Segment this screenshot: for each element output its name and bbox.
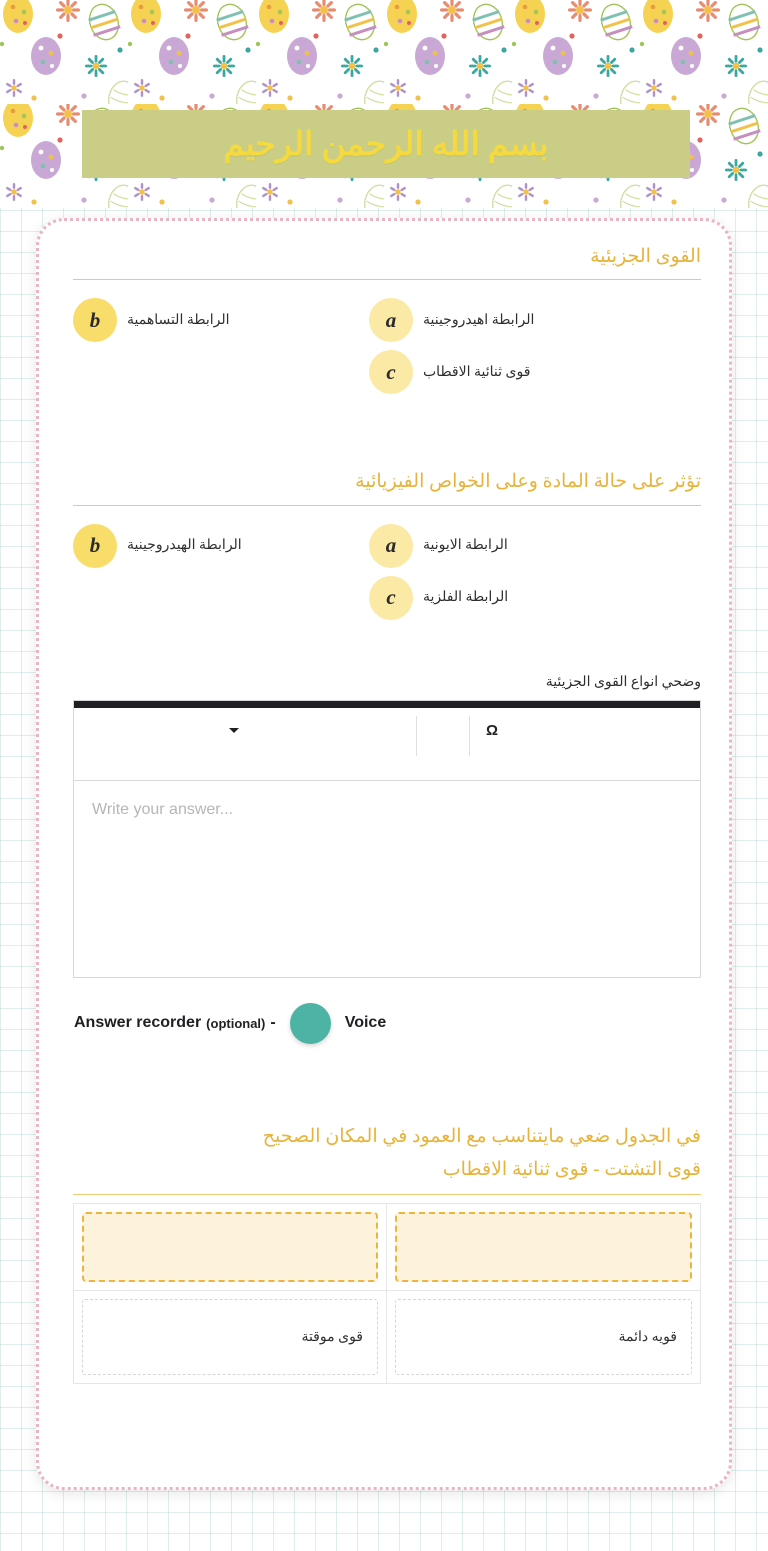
option-row	[73, 294, 701, 346]
option-badge-c[interactable]: c	[369, 576, 413, 620]
editor-toolbar	[74, 708, 700, 781]
question-2-title: تؤثر على حالة المادة وعلى الخواص الفيزيائية	[355, 471, 701, 493]
section-spacer	[73, 628, 701, 668]
option-label-a: الرابطة اهيدروجينية	[423, 312, 535, 328]
matching-label-right-text: قويه دائمة	[618, 1329, 677, 1345]
toolbar-separator	[416, 716, 417, 756]
matching-divider	[73, 1194, 701, 1195]
option-badge-c[interactable]: c	[369, 350, 413, 394]
voice-label: Voice	[344, 1014, 387, 1032]
rich-text-editor	[73, 700, 701, 978]
option-row	[73, 572, 701, 624]
matching-cell	[387, 1204, 700, 1291]
essay-answer-placeholder: Write your answer...	[92, 800, 234, 818]
option-badge-b[interactable]: b	[73, 298, 117, 342]
editor-top-accent-bar	[74, 701, 700, 708]
matching-title-line-1: في الجدول ضعي مايتناسب مع العمود في المكان الصحيح	[262, 1125, 701, 1147]
option-a[interactable]	[369, 298, 687, 342]
matching-question-block	[73, 1120, 701, 1385]
essay-prompt: وضحي انواع القوى الجزيئية	[545, 674, 701, 690]
matching-dropzone-right[interactable]	[395, 1212, 692, 1282]
option-label-c: قوى ثنائية الاقطاب	[423, 364, 531, 380]
option-b[interactable]	[73, 298, 369, 342]
bismillah-text: بسم الله الرحمن الرحيم	[223, 127, 549, 163]
option-badge-a[interactable]: a	[369, 524, 413, 568]
question-1-options	[73, 294, 701, 398]
toolbar-separator	[469, 716, 470, 756]
option-badge-a[interactable]: a	[369, 298, 413, 342]
question-block-2	[73, 466, 701, 623]
matching-label-right	[395, 1299, 692, 1375]
essay-question-block	[73, 674, 701, 978]
option-label-b: الرابطة التساهمية	[127, 312, 230, 328]
worksheet-card	[36, 218, 732, 1490]
omega-special-character-icon[interactable]: Ω	[486, 721, 499, 739]
option-row	[73, 346, 701, 398]
option-a[interactable]	[369, 524, 687, 568]
matching-grid	[73, 1203, 701, 1384]
matching-label-left	[82, 1299, 378, 1375]
matching-title	[73, 1120, 701, 1195]
question-1-title: القوى الجزيئية	[590, 246, 701, 267]
option-c[interactable]	[369, 576, 665, 620]
matching-dropzone-left[interactable]	[82, 1212, 378, 1282]
option-label-b: الرابطة الهيدروجينية	[127, 538, 242, 554]
section-spacer	[73, 402, 701, 466]
option-label-a: الرابطة الايونية	[423, 538, 508, 554]
recorder-optional-label: (optional)	[206, 1015, 266, 1031]
matching-cell	[74, 1204, 387, 1291]
question-2-divider	[73, 505, 701, 506]
question-block-1	[73, 241, 701, 398]
matching-cell	[74, 1291, 387, 1383]
answer-recorder-row	[73, 1003, 701, 1044]
bismillah-banner	[82, 110, 690, 178]
matching-title-line-2: قوى التشتت - قوى ثنائية الاقطاب	[442, 1158, 701, 1180]
option-row	[73, 520, 701, 572]
option-b[interactable]	[73, 524, 369, 568]
matching-cell	[387, 1291, 700, 1383]
recorder-label: Answer recorder	[74, 1014, 202, 1032]
option-label-c: الرابطة الفلزية	[423, 590, 509, 606]
option-c[interactable]	[369, 350, 665, 394]
voice-record-button[interactable]	[290, 1003, 331, 1044]
question-2-options	[73, 520, 701, 624]
option-badge-b[interactable]: b	[73, 524, 117, 568]
chevron-down-icon[interactable]	[229, 728, 239, 733]
recorder-dash: -	[270, 1014, 276, 1032]
question-1-divider	[73, 279, 701, 280]
matching-label-left-text: قوى موقتة	[301, 1329, 363, 1345]
essay-answer-input[interactable]	[74, 781, 700, 977]
